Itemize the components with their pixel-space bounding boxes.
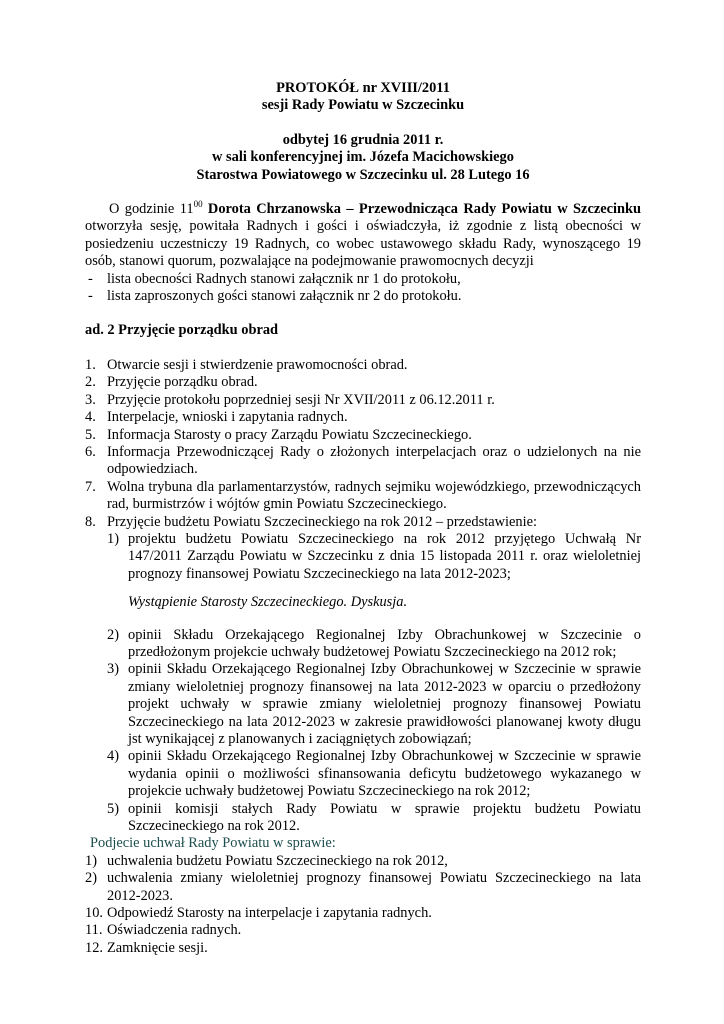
sub-item [107,801,641,836]
agenda-list-tail [85,905,641,957]
session-subtitle: sesji Rady Powiatu w Szczecinku [261,97,465,114]
session-address: Starostwa Powiatowego w Szczecinku ul. 28 Lutego 16 [196,166,530,183]
agenda-number: 8. [85,513,96,530]
agenda-text: Przyjęcie porządku obrad. [107,374,258,391]
agenda-item [85,392,641,409]
agenda-text: Otwarcie sesji i stwierdzenie prawomocności obrad. [107,356,408,373]
intro-paragraph [85,201,641,271]
sub-number: 4) [107,748,119,765]
agenda-text: Odpowiedź Starosty na interpelacje i zapytania radnych. [107,905,432,922]
agenda-number: 1. [85,356,96,373]
statement-note: Wystąpienie Starosty Szczecineckiego. Dyskusja. [128,594,408,611]
agenda-number: 7. [85,478,96,495]
resolutions-list [85,853,641,905]
sub-number: 1) [107,530,119,547]
document-page [85,80,641,957]
resolution-text: uchwalenia budżetu Powiatu Szczecineckiego na rok 2012, [107,852,448,869]
intro-text: otworzyła sesję, powitała Radnych i gości i oświadczyła, iż zgodnie z listą obecności w posiedzeniu uczestniczy 19 Radnych, co wobec ustawowego składu Rady, wynoszącego 19 osób, stanowi quorum, pozwalające na podejmowanie prawomocnych decyzji [85,218,641,270]
protocol-title: PROTOKÓŁ nr XVIII/2011 [276,80,450,96]
budget-sublist [107,531,641,583]
sub-text: opinii Składu Orzekającego Regionalnej Izby Obrachunkowej w Szczecinie o przedłożonym projekcie uchwały budżetowej Powiatu Szczecineckiego na 2012 rok; [128,626,641,660]
intro-time: O godzinie 11 [109,201,194,218]
agenda-text: Informacja Przewodniczącej Rady o złożonych interpelacjach oraz o udzielonych na nie odpowiedziach. [107,443,641,478]
agenda-item [85,374,641,391]
agenda-text: Wolna trybuna dla parlamentarzystów, radnych sejmiku wojewódzkiego, przewodniczących rad, burmistrzów i wójtów gmin Powiatu Szczecineckiego. [107,478,641,513]
agenda-number: 2. [85,374,96,391]
resolution-item [85,870,641,905]
agenda-item [85,905,641,922]
resolution-number: 2) [85,870,97,887]
session-date: odbytej 16 grudnia 2011 r. [282,131,444,148]
budget-sublist-continued [107,627,641,836]
agenda-text: Przyjęcie budżetu Powiatu Szczecineckiego na rok 2012 – przedstawienie: [107,513,537,530]
agenda-text: Interpelacje, wnioski i zapytania radnych. [107,409,348,426]
sub-text: projektu budżetu Powiatu Szczecineckiego na rok 2012 przyjętego Uchwałą Nr 147/2011 Zarządu Powiatu w Szczecinku z dnia 15 listopada 2011 r. oraz wieloletniej prognozy finansowej Powiatu Szczecineckiego na lata 2012-2023; [128,530,641,582]
agenda-number: 11. [85,922,103,939]
agenda-number: 4. [85,409,96,426]
agenda-item [85,427,641,444]
agenda-item [85,444,641,479]
sub-text: opinii Składu Orzekającego Regionalnej Izby Obrachunkowej w Szczecinie w sprawie zmiany wieloletniej prognozy finansowej na lata 2012-2023 w oparciu o przedłożony projekt uchwały w sprawie zmiany wieloletniej prognozy finansowej Powiatu Szczecineckiego na lata 2012-2023 w zakresie prawidłowości planowanej kwoty długu jst wynikającej z planowanych i zaciągniętych zobowiązań; [128,661,641,747]
sub-number: 5) [107,800,119,817]
agenda-list [85,357,641,836]
agenda-number: 10. [85,905,103,922]
agenda-item [85,357,641,374]
agenda-text: Informacja Starosty o pracy Zarządu Powiatu Szczecineckiego. [107,426,472,443]
agenda-text: Oświadczenia radnych. [107,922,242,939]
intro-time-minutes: 00 [193,199,203,210]
agenda-text: Zamknięcie sesji. [107,939,208,956]
sub-item [107,531,641,583]
list-item: - lista obecności Radnych stanowi załącznik nr 1 do protokołu, [85,271,641,288]
sub-text: opinii Składu Orzekającego Regionalnej Izby Obrachunkowej w Szczecinie w sprawie wydania opinii o możliwości sfinansowania deficytu budżetowego wykazanego w projekcie uchwały budżetowej Powiatu Szczecineckiego na rok 2012; [128,748,641,800]
sub-item [107,748,641,800]
agenda-number: 3. [85,391,96,408]
agenda-text: Przyjęcie protokołu poprzedniej sesji Nr XVII/2011 z 06.12.2011 r. [107,391,495,408]
resolution-number: 1) [85,852,97,869]
resolutions-label: Podjecie uchwał Rady Powiatu w sprawie: [90,835,336,852]
sub-number: 3) [107,661,119,678]
agenda-item [85,479,641,514]
agenda-number: 5. [85,426,96,443]
section-heading: ad. 2 Przyjęcie porządku obrad [85,322,279,339]
sub-text: opinii komisji stałych Rady Powiatu w sprawie projektu budżetu Powiatu Szczecineckiego na rok 2012. [128,800,641,835]
sub-item [107,627,641,662]
sub-item [107,661,641,748]
list-item: - lista zaproszonych gości stanowi załącznik nr 2 do protokołu. [85,288,641,305]
agenda-number: 12. [85,939,103,956]
agenda-item [85,514,641,836]
sub-number: 2) [107,626,119,643]
agenda-number: 6. [85,443,96,460]
agenda-item [85,409,641,426]
intro-chairperson: Dorota Chrzanowska – Przewodnicząca Rady Powiatu w Szczecinku [202,201,641,218]
session-venue: w sali konferencyjnej im. Józefa Macichowskiego [212,149,514,166]
attachments-list [85,271,641,306]
agenda-item [85,940,641,957]
resolution-text: uchwalenia zmiany wieloletniej prognozy finansowej Powiatu Szczecineckiego na lata 2012-2023. [107,870,641,904]
resolution-item [85,853,641,870]
agenda-item [85,922,641,939]
